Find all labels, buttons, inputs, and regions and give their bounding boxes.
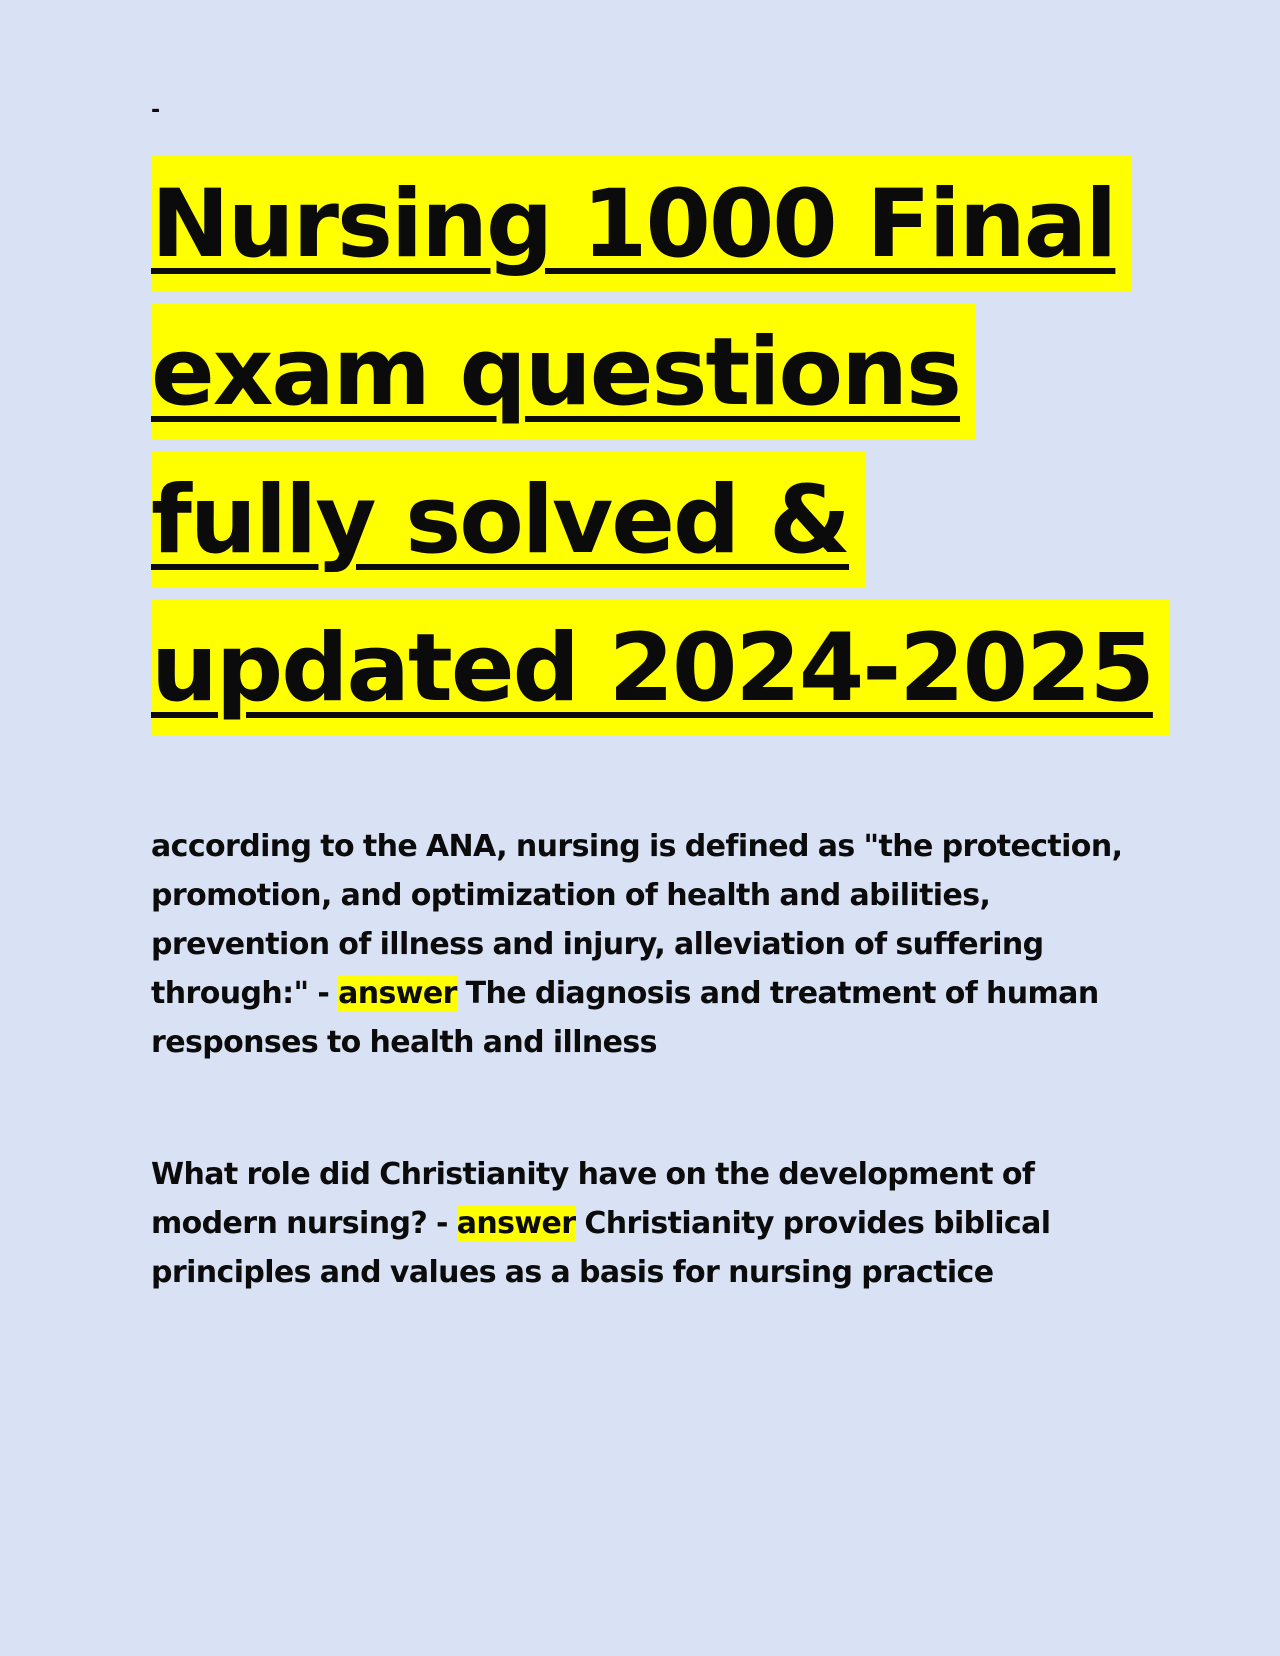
- title-line: [151, 447, 1151, 595]
- answer-text: Christianity provides biblical principles and values as a basis for nursing practice: [151, 1206, 1051, 1290]
- title-line: [151, 151, 1151, 299]
- answer-text: The diagnosis and treatment of human responses to health and illness: [151, 976, 1099, 1060]
- title-line: [151, 299, 1151, 447]
- leading-dash: -: [151, 98, 161, 123]
- title-line: [151, 595, 1151, 743]
- title-line-text: fully solved &: [151, 451, 865, 587]
- answer-label-highlight: answer: [456, 1206, 576, 1241]
- qa-item: [151, 1150, 1131, 1297]
- title-line-text: exam questions: [151, 303, 976, 439]
- document-title: [151, 151, 1151, 743]
- qa-item: [151, 822, 1131, 1067]
- title-line-text: Nursing 1000 Final: [151, 155, 1131, 291]
- question-text: What role did Christianity have on the development of modern nursing? -: [151, 1157, 1035, 1241]
- question-text: according to the ANA, nursing is defined as "the protection, promotion, and optimization of health and abilities, prevention of illness and injury, alleviation of suffering through:" -: [151, 829, 1123, 1011]
- title-line-text: updated 2024-2025: [151, 599, 1169, 735]
- answer-label-highlight: answer: [338, 976, 457, 1011]
